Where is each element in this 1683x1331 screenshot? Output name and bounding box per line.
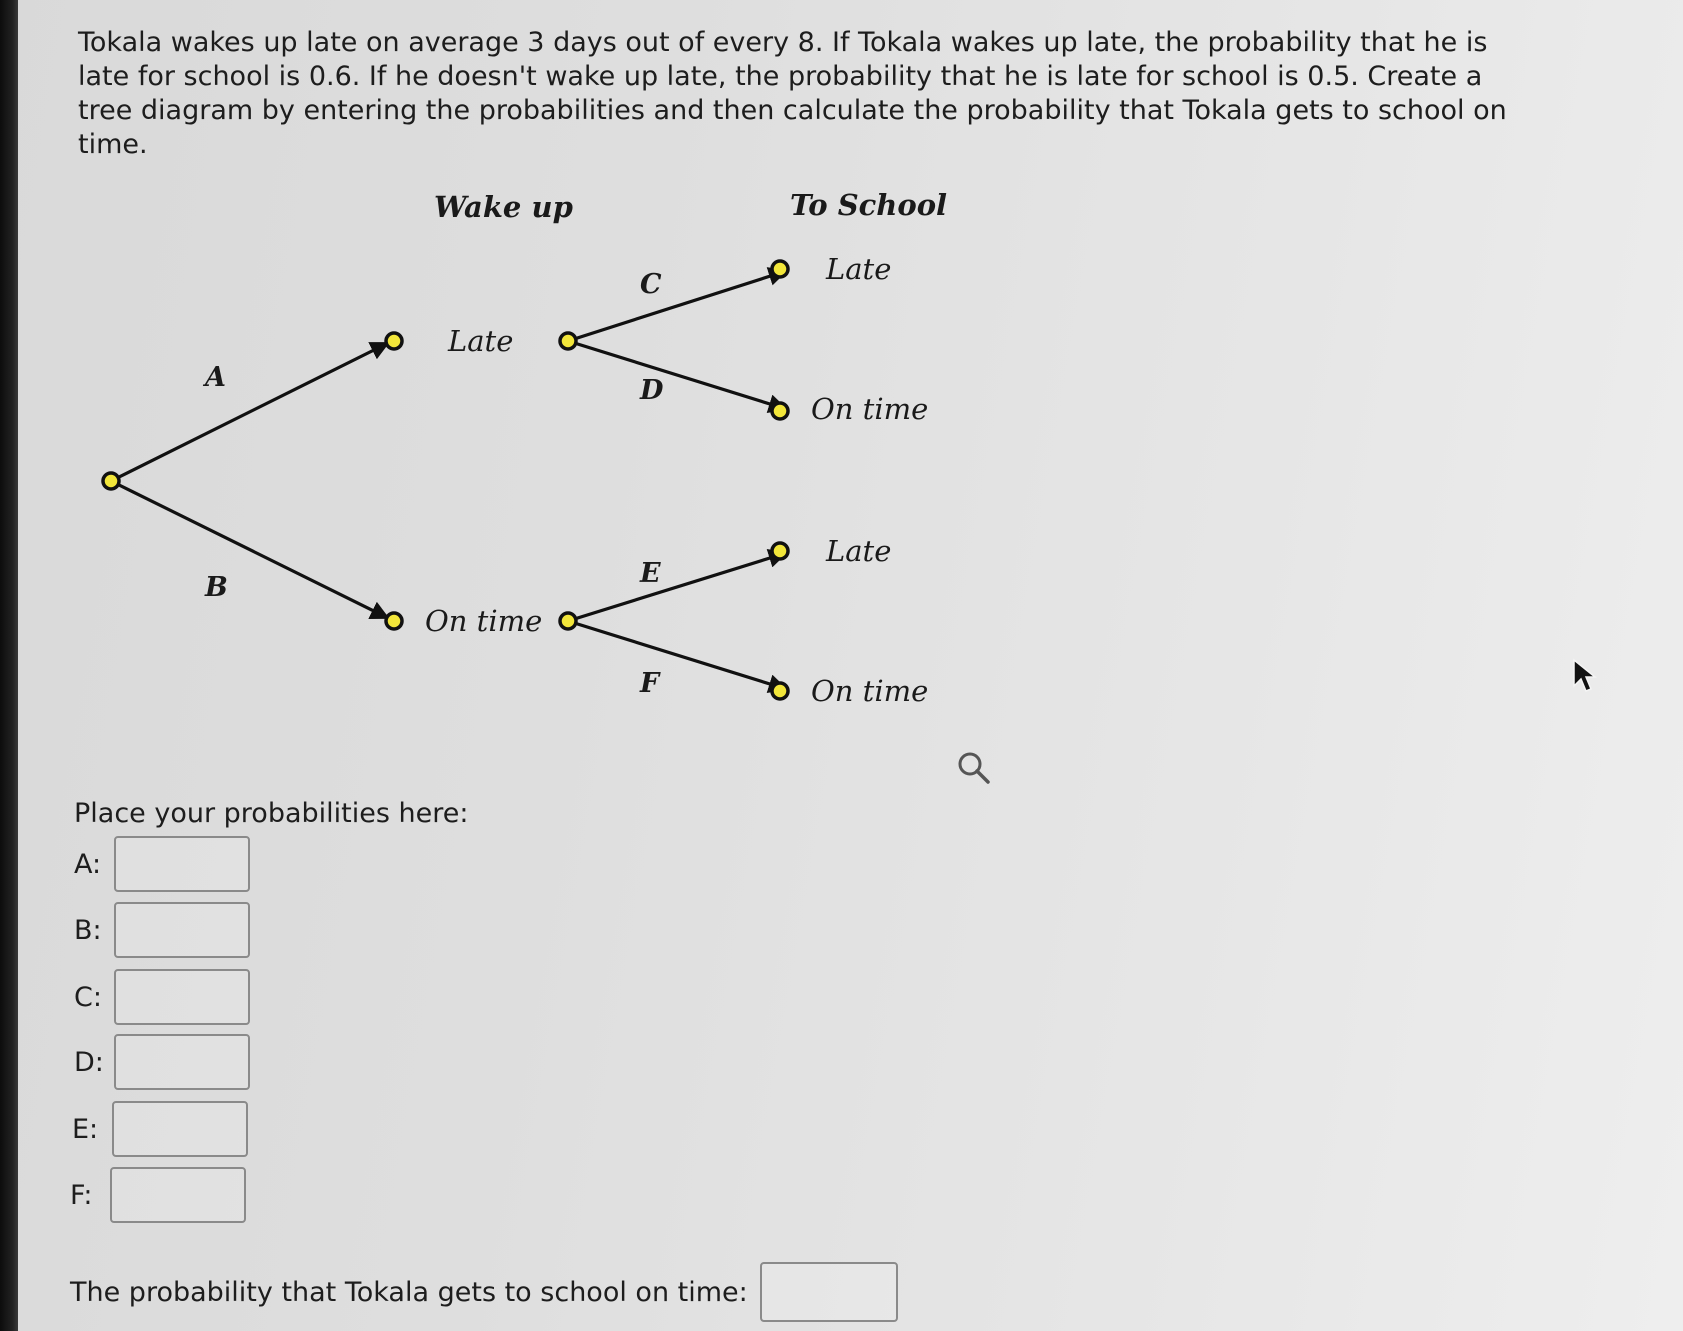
answer-input-d[interactable] bbox=[114, 1034, 250, 1090]
header-to-school: To School bbox=[790, 188, 948, 222]
edge-f bbox=[568, 621, 786, 689]
field-label-d: D: bbox=[74, 1046, 104, 1078]
field-row-b bbox=[74, 902, 250, 958]
final-answer-input[interactable] bbox=[760, 1262, 898, 1322]
branch-label-c: C bbox=[640, 269, 662, 300]
node-wake-late bbox=[386, 333, 402, 349]
edge-b bbox=[111, 481, 388, 618]
field-label-f: F: bbox=[70, 1179, 93, 1211]
place-probabilities-label: Place your probabilities here: bbox=[74, 798, 469, 829]
question-text: Tokala wakes up late on average 3 days out of every 8. If Tokala wakes up late, the probability that he is late for school is 0.6. If he doesn't wake up late, the probability that he is late for school is 0.5. Create a tree diagram by entering the probabilities and then calculate the probability that Tokala gets to school on time. bbox=[78, 27, 1507, 160]
answer-input-a[interactable] bbox=[114, 836, 250, 892]
final-answer-row bbox=[70, 1262, 898, 1322]
outcome-school-on-time-1: On time bbox=[811, 392, 929, 426]
tree-diagram bbox=[18, 0, 1018, 760]
edge-a bbox=[111, 343, 388, 481]
branch-label-e: E bbox=[640, 558, 661, 589]
node-school-on-time-1 bbox=[772, 403, 788, 419]
field-row-c bbox=[74, 969, 250, 1025]
mouse-cursor-icon bbox=[1572, 658, 1598, 694]
field-row-f bbox=[70, 1167, 246, 1223]
field-label-b: B: bbox=[74, 914, 102, 946]
branch-label-a: A bbox=[205, 362, 226, 393]
node-wake-on-time bbox=[386, 613, 402, 629]
outcome-wake-on-time: On time bbox=[425, 604, 543, 638]
field-row-d bbox=[74, 1034, 250, 1090]
final-answer-label: The probability that Tokala gets to school on time: bbox=[70, 1276, 748, 1308]
answer-input-c[interactable] bbox=[114, 969, 250, 1025]
edge-e bbox=[568, 553, 786, 621]
answer-input-f[interactable] bbox=[110, 1167, 246, 1223]
edge-c bbox=[568, 271, 786, 341]
question-page bbox=[18, 0, 1683, 1331]
magnifier-icon[interactable] bbox=[956, 750, 992, 786]
node-school-late-1 bbox=[772, 261, 788, 277]
branch-label-d: D bbox=[640, 375, 664, 406]
screen-bezel bbox=[0, 0, 18, 1331]
branch-label-b: B bbox=[205, 572, 228, 603]
outcome-wake-late: Late bbox=[448, 324, 514, 358]
field-label-c: C: bbox=[74, 981, 102, 1013]
outcome-school-late-1: Late bbox=[826, 252, 892, 286]
node-school-late-2 bbox=[772, 543, 788, 559]
field-label-a: A: bbox=[74, 848, 102, 880]
node-root bbox=[103, 473, 119, 489]
node-on-time-branch-start bbox=[560, 613, 576, 629]
outcome-school-on-time-2: On time bbox=[811, 674, 929, 708]
answer-input-e[interactable] bbox=[112, 1101, 248, 1157]
field-row-a bbox=[74, 836, 250, 892]
field-row-e bbox=[72, 1101, 248, 1157]
edge-d bbox=[568, 341, 786, 409]
node-late-branch-start bbox=[560, 333, 576, 349]
answer-input-b[interactable] bbox=[114, 902, 250, 958]
header-wake-up: Wake up bbox=[434, 190, 573, 224]
node-school-on-time-2 bbox=[772, 683, 788, 699]
field-label-e: E: bbox=[72, 1113, 99, 1145]
outcome-school-late-2: Late bbox=[826, 534, 892, 568]
branch-label-f: F bbox=[640, 668, 660, 699]
